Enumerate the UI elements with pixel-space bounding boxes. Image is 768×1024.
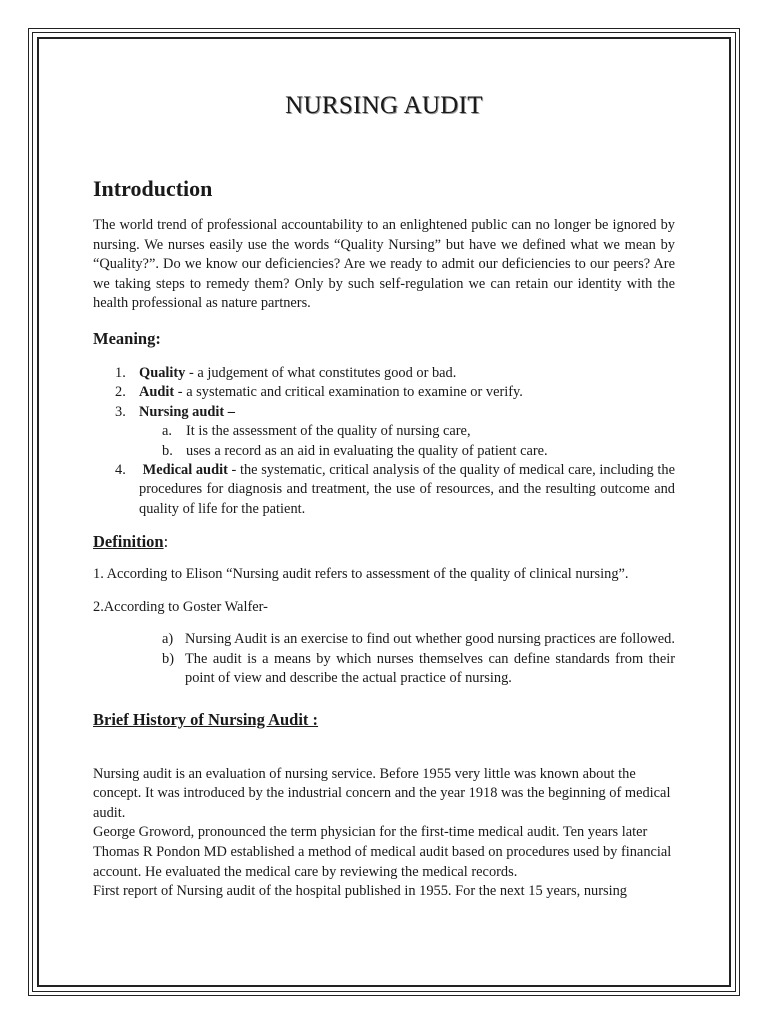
introduction-heading: Introduction <box>93 176 213 201</box>
sub-list-letter: a. <box>162 423 172 440</box>
definition-heading <box>93 531 675 553</box>
list-number: 3. <box>115 403 126 420</box>
list-item <box>93 630 675 649</box>
list-item <box>93 461 675 519</box>
term-description: - a systematic and critical examination to examine or verify. <box>174 384 523 401</box>
document-body <box>93 86 675 902</box>
history-section <box>93 765 675 902</box>
term: Audit <box>139 384 175 401</box>
list-number: 2. <box>115 384 126 401</box>
meaning-list <box>93 364 675 519</box>
history-paragraph: Nursing audit is an evaluation of nursing service. Before 1955 very little was known about the concept. It was introduced by the industrial concern and the year 1918 was the beginning of medical audit. <box>93 765 671 821</box>
term-description: - the systematic, critical analysis of the quality of medical care, including the procedures for diagnosis and treatment, the use of resources, and the resulting outcome and quality of life for the patient. <box>139 462 675 517</box>
list-letter: b) <box>162 650 174 667</box>
list-number: 1. <box>115 364 126 381</box>
list-item-text: The audit is a means by which nurses themselves can define standards from their point of view and describe the actual practice of nursing. <box>185 650 675 687</box>
meaning-heading: Meaning: <box>93 328 161 348</box>
history-paragraph: First report of Nursing audit of the hospital published in 1955. For the next 15 years, nursing <box>93 883 627 900</box>
list-item-text: Nursing Audit is an exercise to find out whether good nursing practices are followed. <box>185 631 675 648</box>
history-heading: Brief History of Nursing Audit : <box>93 709 319 729</box>
introduction-paragraph: The world trend of professional accountability to an enlightened public can no longer be ignored by nursing. We nurses easily use the words “Quality Nursing” but have we defined what we mean by “Quality?”. Do we know our deficiencies? Are we ready to admit our deficiencies to our peers? Are we taking steps to remedy them? Only by such self-regulation we can retain our identity with the health professional as nature partners. <box>93 217 675 312</box>
list-item <box>93 364 675 383</box>
list-number: 4. <box>115 462 126 478</box>
sub-list-item <box>93 442 675 461</box>
term: Quality <box>139 364 186 381</box>
definition-goster-walfer: 2.According to Goster Walfer- <box>93 598 268 615</box>
history-paragraph: George Groword, pronounced the term physician for the first-time medical audit. Ten years later Thomas R Pondon MD established a method of medical audit based on procedures used by financial account. He evaluated the medical care by reviewing the medical records. <box>93 824 672 880</box>
term: Nursing audit – <box>139 403 235 420</box>
sub-list-letter: b. <box>162 442 173 459</box>
sub-item-text: It is the assessment of the quality of nursing care, <box>186 423 471 440</box>
term: Medical audit <box>142 462 228 478</box>
sub-list-item <box>93 422 675 441</box>
term-description: - a judgement of what constitutes good or bad. <box>185 364 457 381</box>
list-item <box>93 403 675 422</box>
list-letter: a) <box>162 631 174 648</box>
definition-heading-text: Definition <box>93 532 164 552</box>
sub-item-text: uses a record as an aid in evaluating the quality of patient care. <box>186 442 548 459</box>
definition-heading-colon: : <box>163 532 169 552</box>
list-item <box>93 383 675 402</box>
walfer-list <box>93 630 675 688</box>
definition-elison: 1. According to Elison “Nursing audit refers to assessment of the quality of clinical nursing”. <box>93 566 629 583</box>
document-title: NURSING AUDIT <box>285 92 483 119</box>
list-item <box>93 650 675 689</box>
